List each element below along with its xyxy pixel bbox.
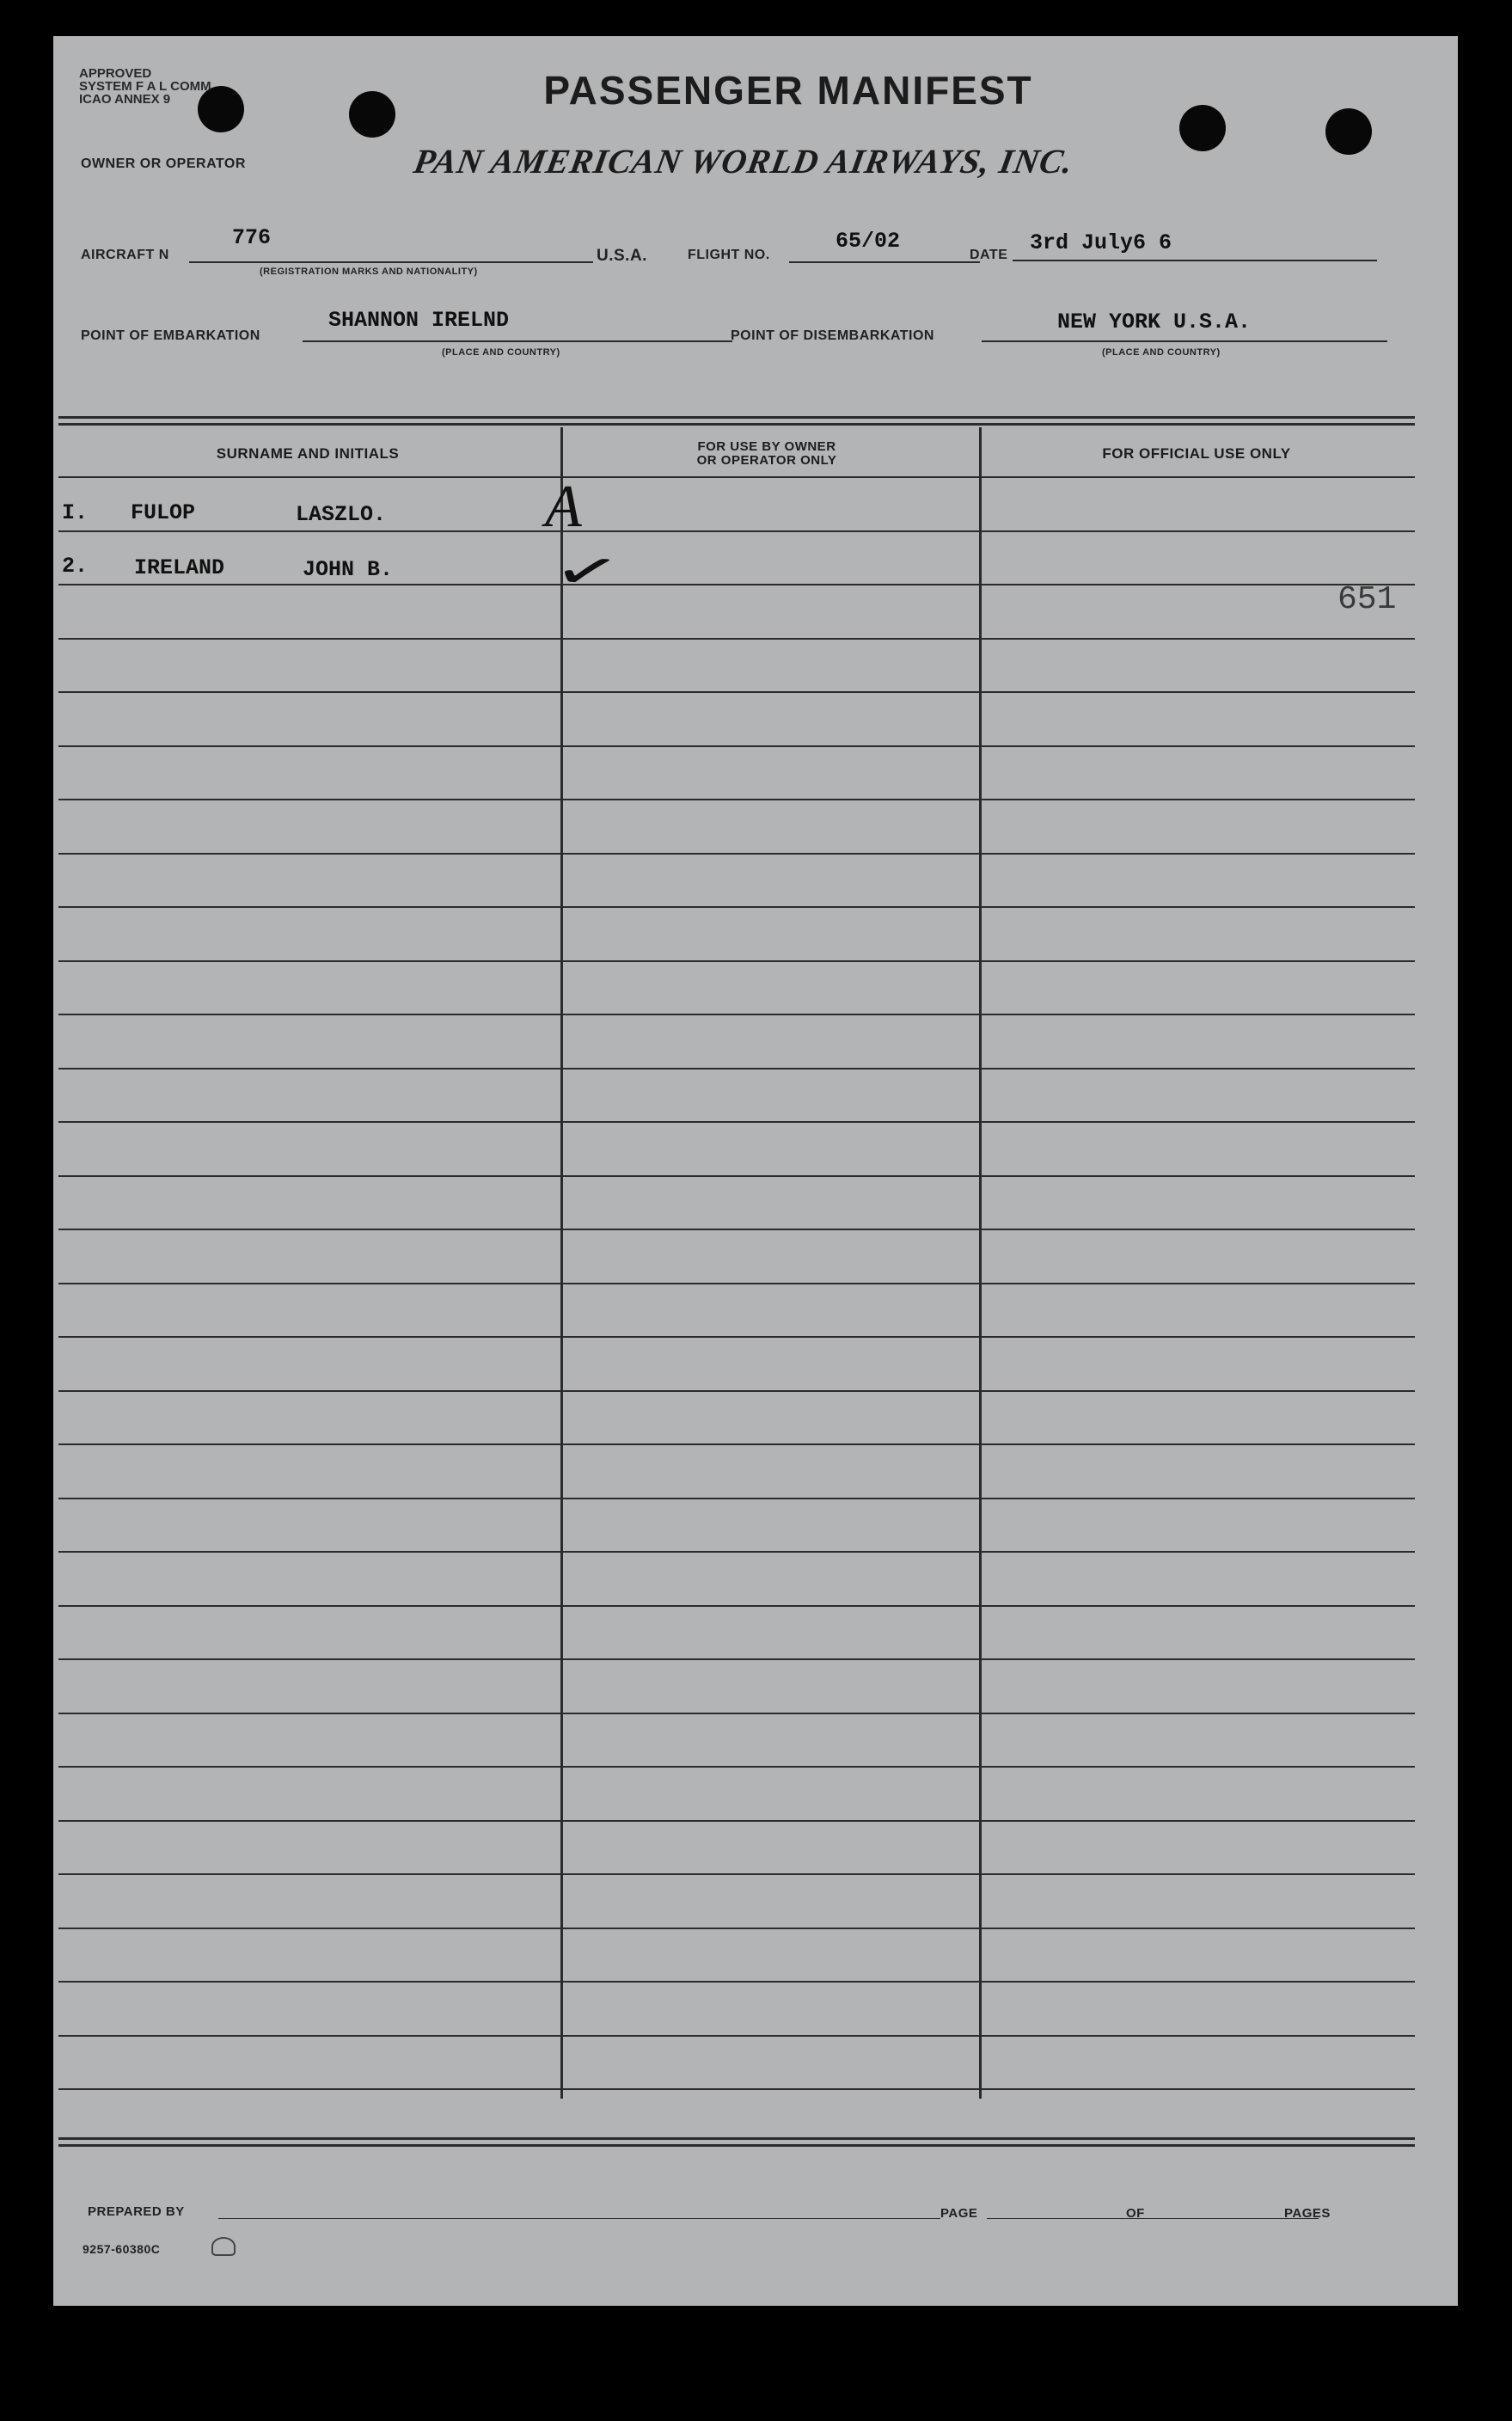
- row-rule: [58, 1390, 1415, 1392]
- row-rule: [58, 476, 1415, 478]
- table-bottom-rule-2: [58, 2144, 1415, 2147]
- page-label: PAGE: [940, 2206, 978, 2221]
- row-rule: [58, 1121, 1415, 1123]
- date-label: DATE: [970, 248, 1008, 262]
- row-rule: [58, 1766, 1415, 1768]
- row-rule: [58, 745, 1415, 747]
- row-rule: [58, 691, 1415, 693]
- prepared-by-underline: [218, 2218, 940, 2219]
- aircraft-underline: [189, 261, 593, 263]
- row-rule: [58, 1443, 1415, 1445]
- column-divider-1: [560, 427, 563, 2099]
- row-rule: [58, 2088, 1415, 2090]
- passenger-given-name: JOHN B.: [303, 557, 394, 582]
- row-rule: [58, 853, 1415, 855]
- punch-hole-4: [1325, 108, 1372, 155]
- approval-line-1: APPROVED: [79, 66, 152, 81]
- embarkation-label: POINT OF EMBARKATION: [81, 328, 260, 343]
- disembarkation-label: POINT OF DISEMBARKATION: [731, 328, 934, 343]
- row-rule: [58, 638, 1415, 640]
- row-rule: [58, 799, 1415, 800]
- column-divider-2: [979, 427, 982, 2099]
- approval-line-3: ICAO ANNEX 9: [79, 92, 171, 107]
- flight-underline: [789, 261, 980, 263]
- owner-mark: A: [545, 474, 582, 540]
- row-rule: [58, 960, 1415, 962]
- row-rule: [58, 2035, 1415, 2037]
- passenger-surname: FULOP: [131, 500, 196, 525]
- owner-checkmark: ✓: [548, 538, 626, 605]
- column-header-owner-use: [562, 440, 971, 468]
- form-code: 9257-60380C: [83, 2242, 161, 2256]
- stamp-number: 651: [1338, 581, 1397, 618]
- column-header-surname: SURNAME AND INITIALS: [216, 445, 400, 462]
- owner-use-line-2: OR OPERATOR ONLY: [696, 453, 837, 468]
- embarkation-place-note: (PLACE AND COUNTRY): [442, 347, 560, 358]
- row-rule: [58, 1498, 1415, 1499]
- row-rule: [58, 1713, 1415, 1714]
- page-title: PASSENGER MANIFEST: [543, 68, 1033, 113]
- row-rule: [58, 1605, 1415, 1607]
- registration-note: (REGISTRATION MARKS AND NATIONALITY): [260, 267, 478, 277]
- owner-label: OWNER OR OPERATOR: [81, 156, 246, 171]
- row-rule: [58, 1658, 1415, 1660]
- manifest-page: [53, 36, 1458, 2306]
- passenger-given-name: LASZLO.: [296, 502, 387, 527]
- row-number: 2.: [62, 554, 89, 579]
- passenger-surname: IRELAND: [134, 555, 225, 580]
- date-value: 3rd July6 6: [1030, 230, 1172, 255]
- row-rule: [58, 906, 1415, 908]
- approval-line-2: SYSTEM F A L COMM: [79, 79, 211, 94]
- row-rule: [58, 1175, 1415, 1177]
- aircraft-number: 776: [232, 225, 272, 250]
- row-rule: [58, 1981, 1415, 1983]
- row-number: I.: [62, 500, 89, 525]
- row-rule: [58, 584, 1415, 585]
- prepared-by-label: PREPARED BY: [88, 2204, 185, 2219]
- disembarkation-value: NEW YORK U.S.A.: [1057, 310, 1252, 334]
- disembarkation-place-note: (PLACE AND COUNTRY): [1102, 347, 1221, 358]
- row-rule: [58, 1336, 1415, 1338]
- embarkation-value: SHANNON IRELND: [328, 308, 510, 333]
- row-rule: [58, 1873, 1415, 1875]
- column-header-official-use: FOR OFFICIAL USE ONLY: [1102, 445, 1291, 462]
- row-rule: [58, 530, 1415, 532]
- table-top-rule-1: [58, 416, 1415, 419]
- row-rule: [58, 1928, 1415, 1929]
- row-rule: [58, 1229, 1415, 1230]
- page-underline: [987, 2218, 1176, 2219]
- row-rule: [58, 1014, 1415, 1015]
- nationality-label: U.S.A.: [597, 247, 647, 265]
- table-bottom-rule-1: [58, 2137, 1415, 2140]
- table-top-rule-2: [58, 423, 1415, 426]
- row-rule: [58, 1551, 1415, 1553]
- aircraft-label: AIRCRAFT N: [81, 248, 169, 262]
- row-rule: [58, 1820, 1415, 1822]
- of-label: OF: [1126, 2206, 1145, 2221]
- embarkation-underline: [303, 340, 732, 342]
- date-underline: [1013, 260, 1377, 261]
- row-rule: [58, 1283, 1415, 1284]
- flight-label: FLIGHT NO.: [688, 248, 770, 262]
- flight-number: 65/02: [836, 229, 901, 254]
- pages-label: PAGES: [1284, 2206, 1331, 2221]
- union-label-icon: [211, 2237, 236, 2256]
- row-rule: [58, 1068, 1415, 1070]
- owner-use-line-1: FOR USE BY OWNER: [697, 439, 836, 454]
- operator-name: PAN AMERICAN WORLD AIRWAYS, INC.: [411, 142, 1077, 181]
- disembarkation-underline: [982, 340, 1387, 342]
